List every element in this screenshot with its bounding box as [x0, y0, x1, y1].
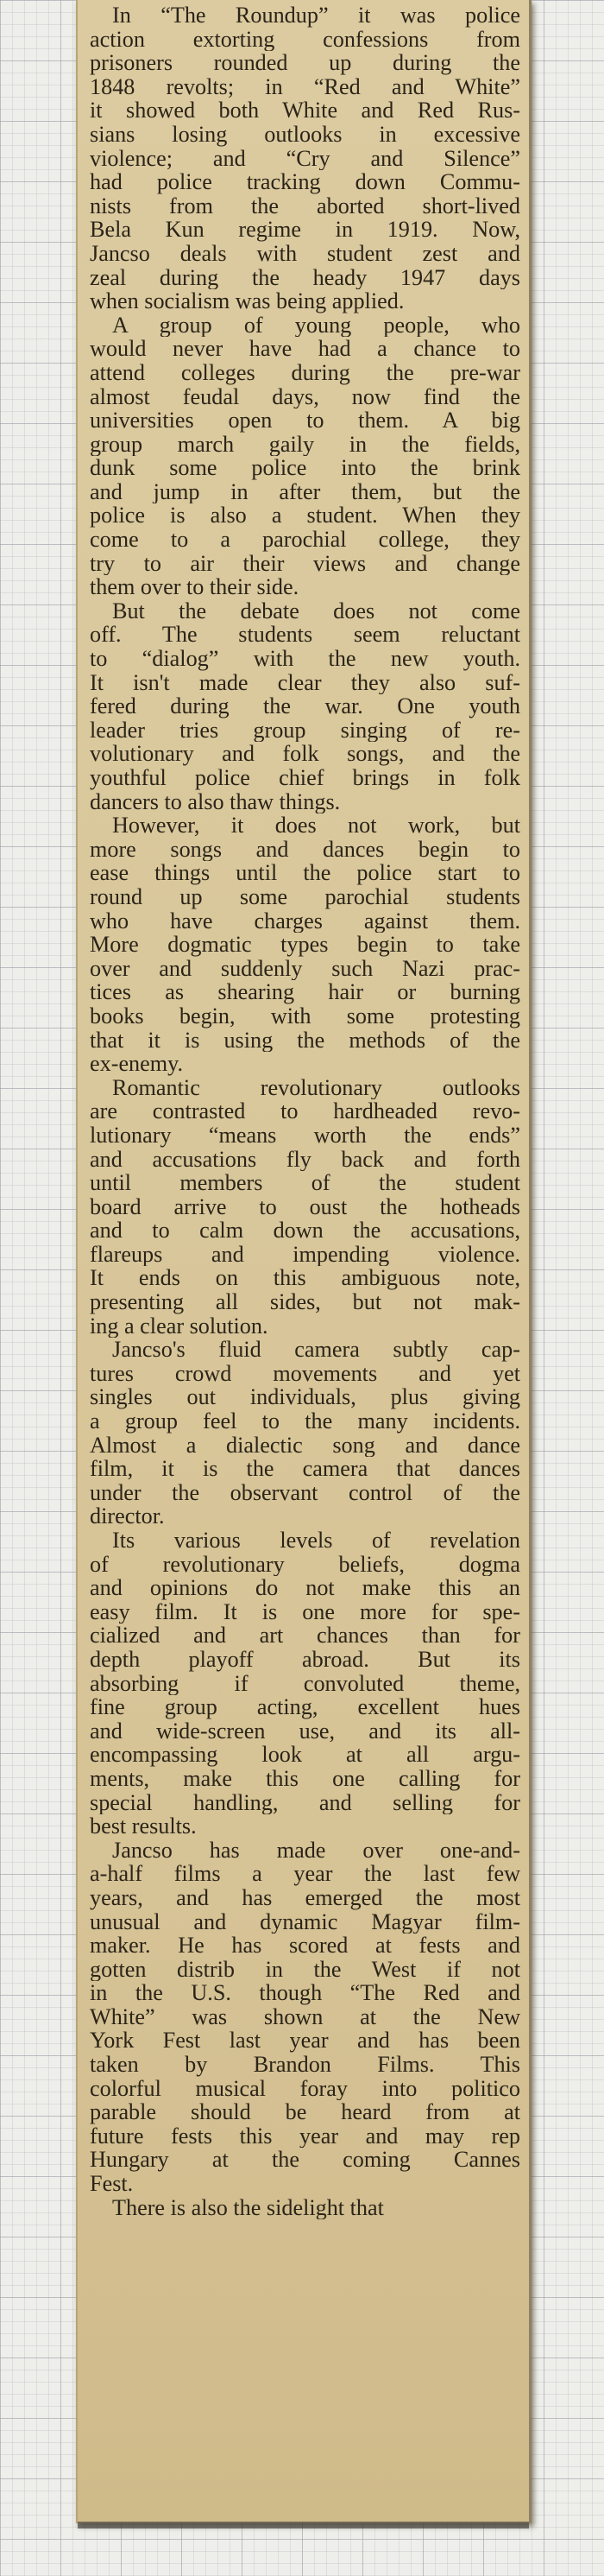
- text-line: It isn't made clear they also suf-: [90, 670, 520, 695]
- text-line: group march gaily in the fields,: [90, 432, 520, 457]
- text-line: volutionary and folk songs, and the: [90, 742, 520, 766]
- text-line: dunk some police into the brink: [90, 456, 520, 480]
- text-line: colorful musical foray into politico: [90, 2076, 520, 2101]
- text-line: maker. He has scored at fests and: [90, 1934, 520, 1958]
- text-line: cialized and art chances than for: [90, 1623, 520, 1648]
- text-line: There is also the sidelight that: [112, 2195, 384, 2220]
- text-line: presenting all sides, but not mak-: [90, 1290, 520, 1314]
- text-line: and accusations fly back and forth: [90, 1147, 520, 1172]
- text-line: a-half films a year the last few: [90, 1862, 520, 1886]
- text-line: off. The students seem reluctant: [90, 623, 520, 648]
- text-line: in the U.S. though “The Red and: [90, 1981, 520, 2005]
- article-paragraph: [90, 313, 520, 599]
- text-line: almost feudal days, now find the: [90, 384, 520, 409]
- text-line: encompassing look at all argu-: [90, 1743, 520, 1767]
- article-paragraph: [90, 813, 520, 1076]
- article-paragraph: [90, 1839, 520, 2196]
- article-paragraph: [90, 3, 520, 313]
- text-line: flareups and impending violence.: [90, 1242, 520, 1267]
- text-line: attend colleges during the pre-war: [90, 360, 520, 385]
- text-line: violence; and “Cry and Silence”: [90, 146, 520, 171]
- text-line: Jancso's fluid camera subtly cap-: [112, 1338, 520, 1362]
- text-line: that it is using the methods of the: [90, 1028, 520, 1053]
- text-line: police is also a student. When they: [90, 503, 520, 528]
- text-line: Fest.: [90, 2172, 134, 2196]
- text-line: would never have had a chance to: [90, 337, 520, 361]
- text-line: absorbing if convoluted theme,: [90, 1671, 520, 1696]
- text-line: books begin, with some protesting: [90, 1003, 520, 1029]
- text-line: ing a clear solution.: [90, 1313, 268, 1339]
- text-line: of revolutionary beliefs, dogma: [90, 1552, 520, 1577]
- article-paragraph: [90, 2196, 520, 2220]
- text-line: to “dialog” with the new youth.: [90, 647, 520, 671]
- text-line: it showed both White and Red Rus-: [90, 98, 520, 123]
- text-line: Romantic revolutionary outlooks: [112, 1075, 520, 1100]
- text-line: when socialism was being applied.: [90, 289, 405, 313]
- text-line: and to calm down the accusations,: [90, 1218, 520, 1243]
- text-line: who have charges against them.: [90, 908, 520, 934]
- text-line: More dogmatic types begin to take: [90, 933, 520, 957]
- text-line: board arrive to oust the hotheads: [90, 1194, 520, 1219]
- text-line: prisoners rounded up during the: [90, 51, 520, 75]
- text-line: tices as shearing hair or burning: [90, 980, 520, 1004]
- text-line: had police tracking down Commu-: [90, 170, 520, 194]
- text-line: tures crowd movements and yet: [90, 1361, 520, 1386]
- text-line: youthful police chief brings in folk: [90, 766, 520, 790]
- text-line: round up some parochial students: [90, 884, 520, 909]
- text-line: are contrasted to hardheaded revo-: [90, 1099, 520, 1123]
- text-line: universities open to them. A big: [90, 408, 520, 433]
- text-line: taken by Brandon Films. This: [90, 2053, 520, 2077]
- text-line: and jump in after them, but the: [90, 479, 520, 504]
- text-line: zeal during the heady 1947 days: [90, 265, 520, 290]
- text-line: ments, make this one calling for: [90, 1766, 520, 1791]
- text-line: lutionary “means worth the ends”: [90, 1123, 520, 1148]
- text-line: parable should be heard from at: [90, 2100, 520, 2124]
- text-line: dancers to also thaw things.: [90, 789, 341, 814]
- text-line: unusual and dynamic Magyar film-: [90, 1909, 520, 1934]
- text-line: future fests this year and may rep: [90, 2123, 520, 2149]
- text-line: and opinions do not make this an: [90, 1576, 520, 1600]
- text-line: A group of young people, who: [112, 313, 520, 338]
- text-line: best results.: [90, 1814, 197, 1839]
- article-paragraph: [90, 1338, 520, 1529]
- article-body: [90, 3, 520, 2219]
- text-line: and wide-screen use, and its all-: [90, 1718, 520, 1744]
- text-line: over and suddenly such Nazi prac-: [90, 956, 520, 981]
- text-line: easy film. It is one more for spe-: [90, 1599, 520, 1624]
- text-line: However, it does not work, but: [112, 813, 520, 838]
- text-line: Bela Kun regime in 1919. Now,: [90, 218, 520, 242]
- text-line: special handling, and selling for: [90, 1790, 520, 1815]
- article-paragraph: [90, 599, 520, 813]
- text-line: sians losing outlooks in excessive: [90, 122, 520, 147]
- text-line: 1848 revolts; in “Red and White”: [90, 74, 520, 99]
- text-line: nists from the aborted short-lived: [90, 193, 520, 218]
- text-line: It ends on this ambiguous note,: [90, 1266, 520, 1291]
- text-line: leader tries group singing of re-: [90, 718, 520, 743]
- text-line: fered during the war. One youth: [90, 694, 520, 718]
- text-line: until members of the student: [90, 1171, 520, 1195]
- text-line: White” was shown at the New: [90, 2004, 520, 2029]
- text-line: York Fest last year and has been: [90, 2029, 520, 2054]
- text-line: gotten distrib in the West if not: [90, 1957, 520, 1982]
- article-paragraph: [90, 1529, 520, 1839]
- text-line: fine group acting, excellent hues: [90, 1695, 520, 1719]
- text-line: Its various levels of revelation: [112, 1529, 520, 1553]
- text-line: In “The Roundup” it was police: [112, 3, 520, 28]
- text-line: them over to their side.: [90, 575, 299, 599]
- text-line: director.: [90, 1504, 165, 1529]
- text-line: try to air their views and change: [90, 551, 520, 576]
- text-line: come to a parochial college, they: [90, 528, 520, 552]
- text-line: ease things until the police start to: [90, 861, 520, 885]
- text-line: a group feel to the many incidents.: [90, 1409, 520, 1434]
- article-paragraph: [90, 1076, 520, 1339]
- text-line: film, it is the camera that dances: [90, 1457, 520, 1481]
- text-line: singles out individuals, plus giving: [90, 1385, 520, 1410]
- text-line: But the debate does not come: [112, 598, 520, 623]
- text-line: Hungary at the coming Cannes: [90, 2148, 520, 2173]
- text-line: ex-enemy.: [90, 1052, 184, 1076]
- text-line: depth playoff abroad. But its: [90, 1647, 520, 1672]
- text-line: more songs and dances begin to: [90, 837, 520, 862]
- text-line: years, and has emerged the most: [90, 1885, 520, 1910]
- text-line: action extorting confessions from: [90, 27, 520, 52]
- text-line: Jancso deals with student zest and: [90, 241, 520, 266]
- text-line: Almost a dialectic song and dance: [90, 1433, 520, 1458]
- text-line: under the observant control of the: [90, 1480, 520, 1505]
- text-line: Jancso has made over one-and-: [112, 1838, 520, 1863]
- newspaper-clipping: [76, 0, 532, 2523]
